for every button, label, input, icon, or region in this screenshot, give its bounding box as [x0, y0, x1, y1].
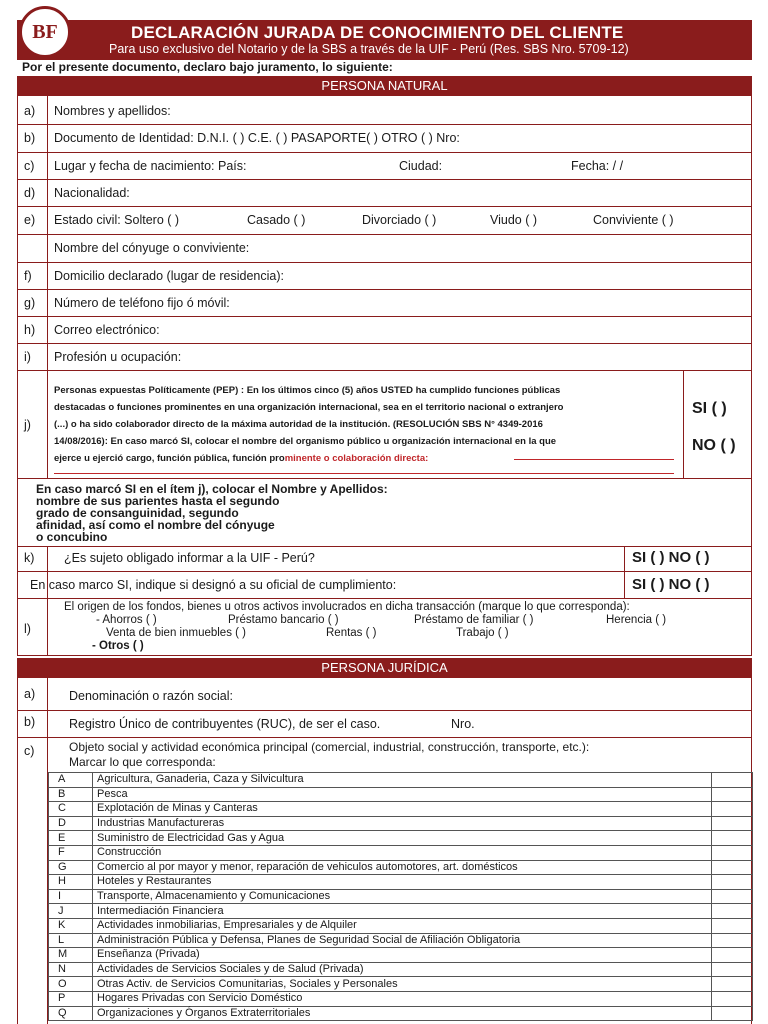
item-c-letter: c)	[24, 159, 35, 173]
relatives-instruction	[36, 483, 388, 543]
activity-checkbox[interactable]	[712, 918, 753, 933]
civil-status-divorced[interactable]: Divorciado ( )	[362, 213, 437, 227]
natural-frame	[17, 96, 752, 656]
activity-description: Actividades inmobiliarias, Empresariales y de Alquiler	[93, 918, 712, 933]
activity-row	[49, 860, 753, 875]
company-name-field[interactable]: Denominación o razón social:	[69, 689, 233, 703]
row-divider	[17, 206, 752, 207]
activity-code: F	[49, 845, 93, 860]
item-k-letter: k)	[24, 551, 35, 565]
activity-code: K	[49, 918, 93, 933]
activity-row	[49, 1006, 753, 1021]
activity-code: B	[49, 787, 93, 802]
funds-other-option[interactable]: - Otros ( )	[92, 640, 144, 652]
activity-code: L	[49, 933, 93, 948]
activity-code: I	[49, 889, 93, 904]
row-divider	[17, 262, 752, 263]
row-divider	[17, 737, 752, 738]
civil-status-widowed[interactable]: Viudo ( )	[490, 213, 538, 227]
letter-column-divider	[47, 96, 48, 478]
funds-work-option[interactable]: Trabajo ( )	[456, 627, 509, 639]
civil-status-married[interactable]: Casado ( )	[247, 213, 306, 227]
activity-description: Organizaciones y Órganos Extraterritoriales	[93, 1006, 712, 1021]
funds-family-loan-option[interactable]: Préstamo de familiar ( )	[414, 614, 534, 626]
activity-description: Pesca	[93, 787, 712, 802]
activity-row	[49, 904, 753, 919]
activity-code: E	[49, 831, 93, 846]
row-divider	[17, 316, 752, 317]
pep-line-5-highlight: minente o colaboración directa:	[284, 453, 429, 464]
activity-description: Hogares Privadas con Servicio Doméstico	[93, 991, 712, 1006]
item-l-letter: l)	[24, 622, 31, 636]
row-divider	[17, 571, 752, 572]
pep-line-4: 14/08/2016): En caso marcó SI, colocar el nombre del organismo público u organización internacional en la que	[54, 436, 557, 447]
funds-savings-option[interactable]: - Ahorros ( )	[96, 614, 157, 626]
item-a-letter: a)	[24, 104, 36, 118]
item-i-letter: i)	[24, 350, 31, 364]
activity-checkbox[interactable]	[712, 860, 753, 875]
activity-row	[49, 831, 753, 846]
activity-description: Transporte, Almacenamiento y Comunicaciones	[93, 889, 712, 904]
birth-city-field[interactable]: Ciudad:	[399, 159, 443, 173]
civil-status-cohabitant[interactable]: Conviviente ( )	[593, 213, 674, 227]
business-activity-question: Objeto social y actividad económica principal (comercial, industrial, construcción, transporte, etc.):	[69, 740, 590, 754]
row-divider	[17, 478, 752, 479]
row-divider	[17, 546, 752, 547]
activity-row	[49, 845, 753, 860]
activity-checkbox[interactable]	[712, 991, 753, 1006]
relatives-line-5: o concubino	[36, 530, 108, 544]
jur-item-b-letter: b)	[24, 715, 36, 729]
activity-row	[49, 773, 753, 788]
activity-description: Hoteles y Restaurantes	[93, 875, 712, 890]
activity-row	[49, 787, 753, 802]
activity-description: Explotación de Minas y Canteras	[93, 802, 712, 817]
activity-row	[49, 962, 753, 977]
activity-table	[48, 772, 753, 1021]
id-document-field[interactable]: Documento de Identidad: D.N.I. ( ) C.E. ( ) PASAPORTE( ) OTRO ( ) Nro:	[54, 131, 460, 145]
funds-bank-loan-option[interactable]: Préstamo bancario ( )	[228, 614, 339, 626]
row-divider	[17, 598, 752, 599]
funds-property-sale-option[interactable]: Venta de bien inmuebles ( )	[106, 627, 247, 639]
activity-checkbox[interactable]	[712, 962, 753, 977]
relatives-line-3: grado de consanguinidad, segundo	[36, 506, 239, 520]
pep-line-2: destacadas o funciones prominentes en una organización internacional, sea en el territorio nacional o extranjero	[54, 402, 564, 413]
row-divider	[17, 289, 752, 290]
k-choice-divider	[624, 546, 625, 598]
address-field[interactable]: Domicilio declarado (lugar de residencia):	[54, 269, 284, 283]
funds-origin-question: El origen de los fondos, bienes u otros activos involucrados en dicha transacción (marque lo que corresponda):	[64, 601, 630, 613]
activity-code: A	[49, 773, 93, 788]
activity-code: H	[49, 875, 93, 890]
compliance-officer-choice[interactable]: SI ( ) NO ( )	[632, 576, 710, 593]
phone-field[interactable]: Número de teléfono fijo ó móvil:	[54, 296, 230, 310]
activity-row	[49, 918, 753, 933]
activity-description: Suministro de Electricidad Gas y Agua	[93, 831, 712, 846]
letter-column-divider-lower	[47, 546, 48, 656]
uif-obliged-choice[interactable]: SI ( ) NO ( )	[632, 549, 710, 566]
row-divider	[17, 179, 752, 180]
item-j-letter: j)	[24, 418, 31, 432]
logo-text: BF	[32, 21, 58, 43]
activity-checkbox[interactable]	[712, 933, 753, 948]
row-divider	[17, 370, 752, 371]
document-subtitle: Para uso exclusivo del Notario y de la SBS a través de la UIF - Perú (Res. SBS Nro. 5709-12)	[109, 42, 629, 56]
relatives-line-2: nombre de sus parientes hasta el segundo	[36, 494, 280, 508]
ruc-number-field[interactable]: Nro.	[451, 717, 475, 731]
item-f-letter: f)	[24, 269, 32, 283]
document-title: DECLARACIÓN JURADA DE CONOCIMIENTO DEL CLIENTE	[131, 23, 624, 42]
names-field[interactable]: Nombres y apellidos:	[54, 104, 171, 118]
activity-checkbox[interactable]	[712, 816, 753, 831]
section-persona-natural: PERSONA NATURAL	[17, 76, 752, 96]
activity-checkbox[interactable]	[712, 845, 753, 860]
activity-description: Actividades de Servicios Sociales y de Salud (Privada)	[93, 962, 712, 977]
activity-row	[49, 889, 753, 904]
business-activity-instruction: Marcar lo que corresponda:	[69, 755, 216, 769]
birth-country-field[interactable]: Lugar y fecha de nacimiento: País:	[54, 159, 247, 173]
birth-date-field[interactable]: Fecha: / /	[571, 159, 624, 173]
activity-code: P	[49, 991, 93, 1006]
activity-checkbox[interactable]	[712, 1006, 753, 1021]
activity-checkbox[interactable]	[712, 802, 753, 817]
intro-statement: Por el presente documento, declaro bajo juramento, lo siguiente:	[22, 60, 393, 74]
email-field[interactable]: Correo electrónico:	[54, 323, 160, 337]
pep-choice-divider	[683, 370, 684, 478]
row-divider	[17, 152, 752, 153]
activity-code: D	[49, 816, 93, 831]
relatives-line-1: En caso marcó SI en el ítem j), colocar el Nombre y Apellidos:	[36, 482, 388, 496]
pep-si-checkbox[interactable]: SI ( )	[692, 400, 727, 417]
activity-row	[49, 991, 753, 1006]
activity-description: Intermediación Financiera	[93, 904, 712, 919]
activity-description: Enseñanza (Privada)	[93, 948, 712, 963]
relatives-line-4: afinidad, así como el nombre del cónyuge	[36, 518, 275, 532]
activity-checkbox[interactable]	[712, 889, 753, 904]
activity-row	[49, 948, 753, 963]
activity-checkbox[interactable]	[712, 977, 753, 992]
jur-item-c-letter: c)	[24, 744, 35, 758]
activity-code: O	[49, 977, 93, 992]
activity-code: M	[49, 948, 93, 963]
activity-checkbox[interactable]	[712, 904, 753, 919]
item-e-letter: e)	[24, 213, 36, 227]
activity-row	[49, 933, 753, 948]
activity-checkbox[interactable]	[712, 948, 753, 963]
row-divider	[17, 343, 752, 344]
activity-row	[49, 875, 753, 890]
activity-description: Otras Activ. de Servicios Comunitarias, Sociales y Personales	[93, 977, 712, 992]
nationality-field[interactable]: Nacionalidad:	[54, 186, 130, 200]
row-divider	[17, 124, 752, 125]
activity-checkbox[interactable]	[712, 787, 753, 802]
activity-code: C	[49, 802, 93, 817]
jur-item-a-letter: a)	[24, 687, 36, 701]
pep-answer-line[interactable]	[514, 459, 674, 460]
activity-description: Administración Pública y Defensa, Planes de Seguridad Social de Afiliación Obligatoria	[93, 933, 712, 948]
pep-no-checkbox[interactable]: NO ( )	[692, 437, 736, 454]
row-divider	[17, 710, 752, 711]
activity-description: Industrias Manufactureras	[93, 816, 712, 831]
activity-description: Agricultura, Ganaderia, Caza y Silvicultura	[93, 773, 712, 788]
spouse-name-field[interactable]: Nombre del cónyuge o conviviente:	[54, 241, 250, 255]
funds-inheritance-option[interactable]: Herencia ( )	[606, 614, 667, 626]
activity-checkbox[interactable]	[712, 831, 753, 846]
pep-line-5-text: ejerce u ejerció cargo, función pública, función pro	[54, 453, 285, 464]
activity-row	[49, 816, 753, 831]
uif-obliged-question: ¿Es sujeto obligado informar a la UIF - Perú?	[64, 551, 315, 565]
activity-code: Q	[49, 1006, 93, 1021]
notary-logo	[19, 6, 71, 58]
activity-description: Construcción	[93, 845, 712, 860]
activity-checkbox[interactable]	[712, 875, 753, 890]
item-b-letter: b)	[24, 131, 36, 145]
pep-line-3: (...) o ha sido colaborador directo de la máxima autoridad de la institución. (RESOLUCIÓN SBS N° 4349-2016	[54, 419, 543, 430]
pep-line-1: Personas expuestas Políticamente (PEP) : En los últimos cinco (5) años USTED ha cumplido funciones públicas	[54, 385, 561, 396]
activity-description: Comercio al por mayor y menor, reparación de vehiculos automotores, art. domésticos	[93, 860, 712, 875]
activity-code: N	[49, 962, 93, 977]
activity-checkbox[interactable]	[712, 773, 753, 788]
activity-row	[49, 977, 753, 992]
activity-code: G	[49, 860, 93, 875]
compliance-officer-question: En caso marco SI, indique si designó a su oficial de cumplimiento:	[30, 578, 397, 592]
pep-answer-line-2[interactable]	[54, 473, 674, 474]
section-persona-juridica: PERSONA JURÍDICA	[17, 658, 752, 678]
item-g-letter: g)	[24, 296, 36, 310]
row-divider	[17, 234, 752, 235]
occupation-field[interactable]: Profesión u ocupación:	[54, 350, 182, 364]
funds-rent-option[interactable]: Rentas ( )	[326, 627, 377, 639]
activity-row	[49, 802, 753, 817]
item-h-letter: h)	[24, 323, 36, 337]
item-d-letter: d)	[24, 186, 36, 200]
civil-status-single[interactable]: Estado civil: Soltero ( )	[54, 213, 180, 227]
activity-code: J	[49, 904, 93, 919]
pep-text	[54, 382, 679, 467]
ruc-field[interactable]: Registro Único de contribuyentes (RUC), de ser el caso.	[69, 717, 381, 731]
